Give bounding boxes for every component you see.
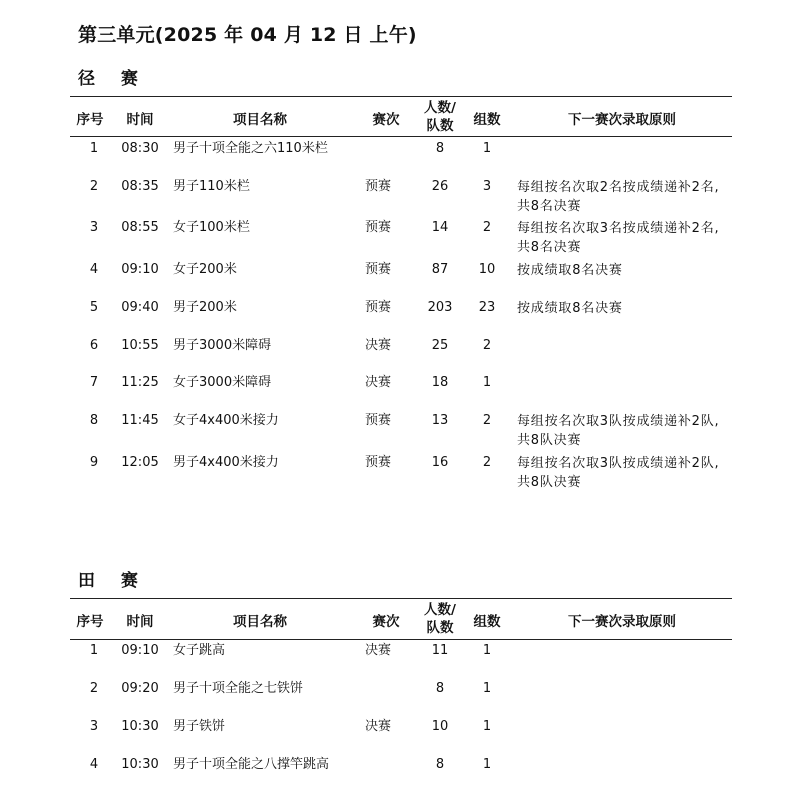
- field-row-4-groups: 1: [482, 757, 492, 772]
- track-row-8-event: 女子4x400米接力: [173, 413, 279, 428]
- field-row-2-time: 09:20: [121, 681, 159, 696]
- col-groups-header: 组数: [473, 112, 501, 128]
- track-row-6-groups: 2: [482, 338, 492, 353]
- col-round-header: 赛次: [372, 112, 400, 128]
- track-row-5-time: 09:40: [121, 300, 159, 315]
- field-row-3-groups: 1: [482, 719, 492, 734]
- col-rule-header: 下一赛次录取原则: [568, 614, 676, 630]
- track-row-9-round: 预赛: [364, 455, 392, 470]
- col-count-header-line1: 人数/: [424, 100, 456, 116]
- page-title: 第三单元(2025 年 04 月 12 日 上午): [78, 24, 417, 46]
- track-row-5-event: 男子200米: [173, 300, 237, 315]
- track-row-9-rule: 每组按名次取3队按成绩递补2队,共8队决赛: [517, 456, 720, 490]
- track-row-1-seq: 1: [89, 141, 99, 156]
- field-row-3-seq: 3: [89, 719, 99, 734]
- field-row-1-round: 决赛: [364, 643, 392, 658]
- track-row-7-event: 女子3000米障碍: [173, 375, 272, 390]
- track-row-6-round: 决赛: [364, 338, 392, 353]
- track-row-7-count: 18: [431, 375, 449, 390]
- field-header-bottom-rule: [70, 639, 732, 640]
- col-event-header: 项目名称: [233, 112, 287, 128]
- track-row-6-count: 25: [431, 338, 449, 353]
- col-event-header: 项目名称: [233, 614, 287, 630]
- col-rule-header: 下一赛次录取原则: [568, 112, 676, 128]
- track-row-6-seq: 6: [89, 338, 99, 353]
- track-row-7-seq: 7: [89, 375, 99, 390]
- track-row-9-event: 男子4x400米接力: [173, 455, 279, 470]
- track-row-2-round: 预赛: [364, 179, 392, 194]
- track-row-5-seq: 5: [89, 300, 99, 315]
- track-row-7-round: 决赛: [364, 375, 392, 390]
- track-header-top-rule: [70, 96, 732, 97]
- field-row-3-time: 10:30: [121, 719, 159, 734]
- track-row-9-count: 16: [431, 455, 449, 470]
- field-row-4-time: 10:30: [121, 757, 159, 772]
- field-row-2-groups: 1: [482, 681, 492, 696]
- field-row-4-seq: 4: [89, 757, 99, 772]
- field-row-2-seq: 2: [89, 681, 99, 696]
- field-row-4-count: 8: [435, 757, 445, 772]
- track-row-4-count: 87: [431, 262, 449, 277]
- track-row-5-rule: 按成绩取8名决赛: [517, 301, 623, 316]
- track-header-bottom-rule: [70, 136, 732, 137]
- track-row-9-time: 12:05: [121, 455, 159, 470]
- track-row-2-count: 26: [431, 179, 449, 194]
- track-row-9-seq: 9: [89, 455, 99, 470]
- field-row-4-event: 男子十项全能之八撑竿跳高: [173, 757, 330, 772]
- track-row-3-seq: 3: [89, 220, 99, 235]
- track-row-4-time: 09:10: [121, 262, 159, 277]
- track-row-1-count: 8: [435, 141, 445, 156]
- track-row-7-groups: 1: [482, 375, 492, 390]
- track-row-1-groups: 1: [482, 141, 492, 156]
- track-row-3-round: 预赛: [364, 220, 392, 235]
- field-row-1-groups: 1: [482, 643, 492, 658]
- col-count-header: [424, 601, 456, 637]
- col-seq-header: 序号: [76, 112, 104, 128]
- track-row-3-event: 女子100米栏: [173, 220, 250, 235]
- track-row-4-event: 女子200米: [173, 262, 237, 277]
- track-row-8-count: 13: [431, 413, 449, 428]
- field-header-top-rule: [70, 598, 732, 599]
- field-row-2-count: 8: [435, 681, 445, 696]
- track-row-2-groups: 3: [482, 179, 492, 194]
- field-row-1-count: 11: [431, 643, 449, 658]
- field-row-1-event: 女子跳高: [173, 643, 226, 658]
- col-count-header-line2: 队数: [426, 118, 454, 134]
- track-row-2-rule: 每组按名次取2名按成绩递补2名,共8名决赛: [517, 180, 720, 214]
- field-row-3-count: 10: [431, 719, 449, 734]
- track-row-6-event: 男子3000米障碍: [173, 338, 272, 353]
- track-row-3-rule: 每组按名次取3名按成绩递补2名,共8名决赛: [517, 221, 720, 255]
- track-row-8-rule: 每组按名次取3队按成绩递补2队,共8队决赛: [517, 414, 720, 448]
- col-seq-header: 序号: [76, 614, 104, 630]
- track-row-8-seq: 8: [89, 413, 99, 428]
- track-row-4-seq: 4: [89, 262, 99, 277]
- field-row-1-seq: 1: [89, 643, 99, 658]
- track-row-2-time: 08:35: [121, 179, 159, 194]
- track-row-8-time: 11:45: [121, 413, 159, 428]
- track-row-4-round: 预赛: [364, 262, 392, 277]
- track-row-8-round: 预赛: [364, 413, 392, 428]
- track-row-2-seq: 2: [89, 179, 99, 194]
- col-count-header: [424, 99, 456, 135]
- track-row-7-time: 11:25: [121, 375, 159, 390]
- track-section-heading: 径 赛: [78, 69, 148, 89]
- track-row-5-groups: 23: [478, 300, 496, 315]
- track-row-3-time: 08:55: [121, 220, 159, 235]
- track-row-9-groups: 2: [482, 455, 492, 470]
- track-row-3-count: 14: [431, 220, 449, 235]
- field-row-1-time: 09:10: [121, 643, 159, 658]
- col-time-header: 时间: [126, 614, 154, 630]
- track-row-4-rule: 按成绩取8名决赛: [517, 263, 623, 278]
- track-row-2-event: 男子110米栏: [173, 179, 250, 194]
- col-time-header: 时间: [126, 112, 154, 128]
- col-count-header-line1: 人数/: [424, 602, 456, 618]
- col-groups-header: 组数: [473, 614, 501, 630]
- col-round-header: 赛次: [372, 614, 400, 630]
- field-row-3-event: 男子铁饼: [173, 719, 226, 734]
- field-section-heading: 田 赛: [78, 571, 148, 591]
- field-row-2-event: 男子十项全能之七铁饼: [173, 681, 304, 696]
- col-count-header-line2: 队数: [426, 620, 454, 636]
- track-row-8-groups: 2: [482, 413, 492, 428]
- track-row-4-groups: 10: [478, 262, 496, 277]
- track-row-1-time: 08:30: [121, 141, 159, 156]
- track-row-5-count: 203: [427, 300, 453, 315]
- track-row-6-time: 10:55: [121, 338, 159, 353]
- track-row-5-round: 预赛: [364, 300, 392, 315]
- track-row-3-groups: 2: [482, 220, 492, 235]
- field-row-3-round: 决赛: [364, 719, 392, 734]
- track-row-1-event: 男子十项全能之六110米栏: [173, 141, 328, 156]
